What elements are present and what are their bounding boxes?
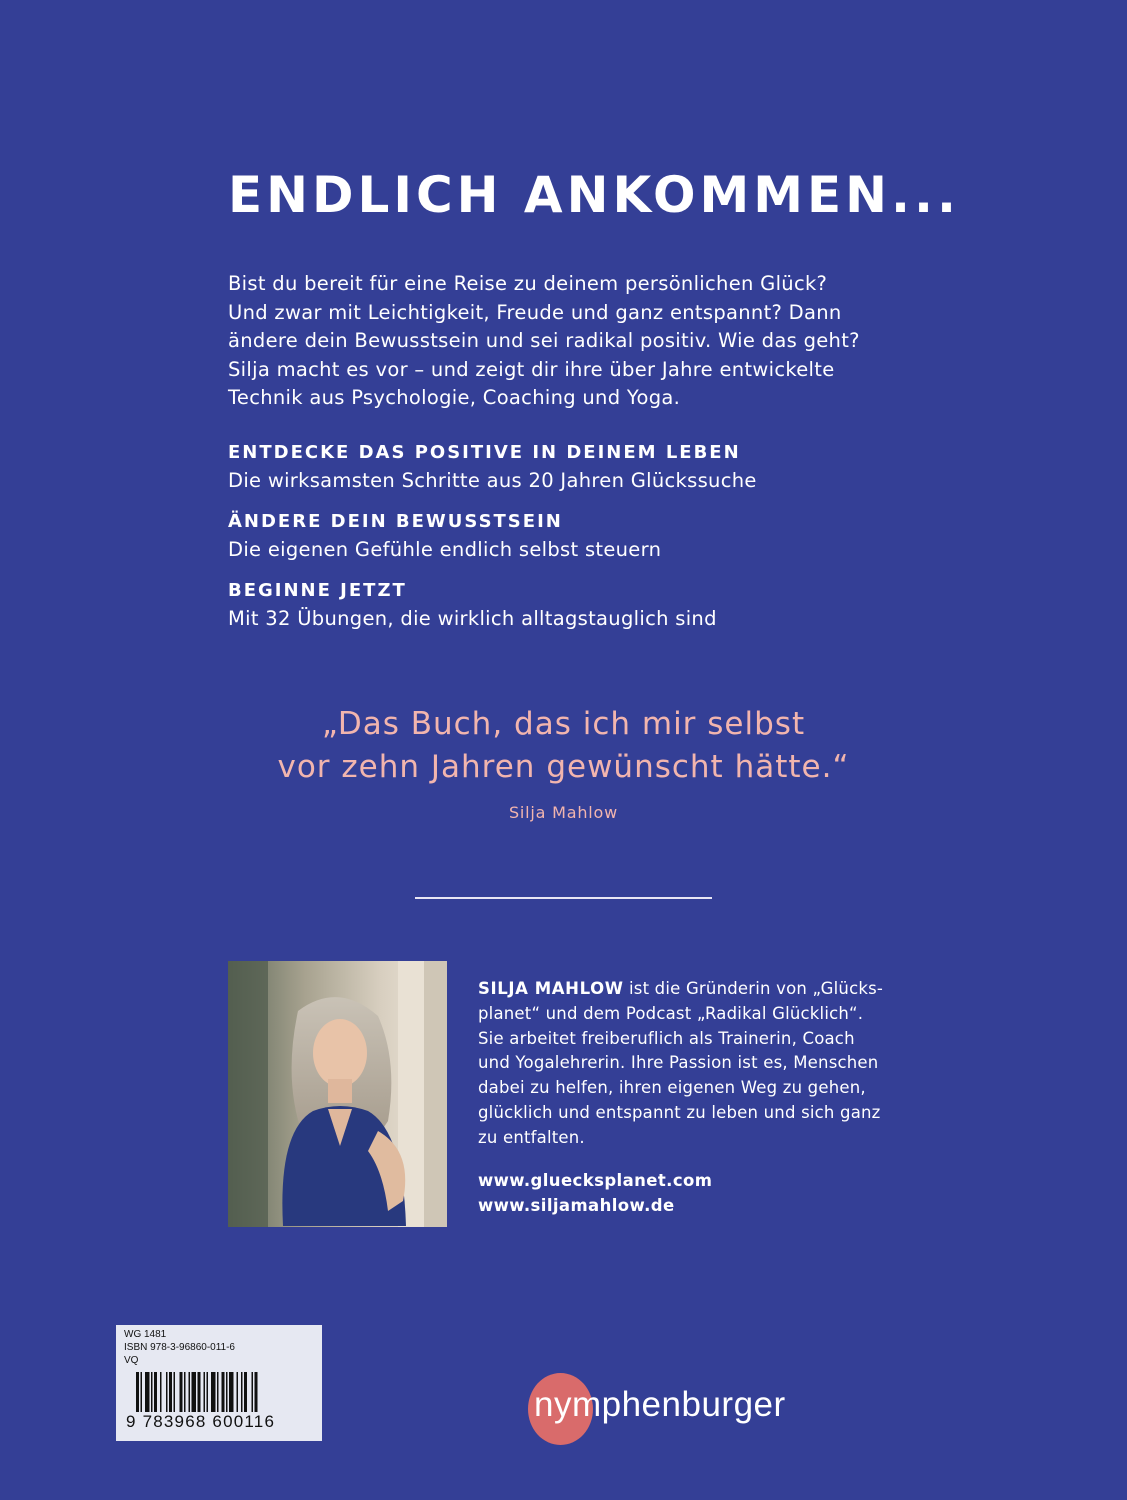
intro-line: Silja macht es vor – und zeigt dir ihre über Jahre entwickelte (228, 357, 835, 381)
quote-line: vor zehn Jahren gewünscht hätte.“ (277, 749, 850, 785)
bio-line (478, 977, 918, 1002)
publisher-logo (528, 1373, 818, 1445)
intro-line: Und zwar mit Leichtigkeit, Freude und ganz entspannt? Dann (228, 300, 842, 324)
quote-author: Silja Mahlow (508, 803, 619, 822)
testimonial-quote (0, 703, 1127, 822)
bio-line: dabei zu helfen, ihren eigenen Weg zu gehen, (478, 1078, 866, 1098)
barcode-meta (124, 1328, 235, 1367)
bio-line: Sie arbeitet freiberuflich als Trainerin, Coach (478, 1028, 855, 1048)
warengruppe: WG 1481 (124, 1329, 167, 1340)
isbn: ISBN 978-3-96860-011-6 (124, 1342, 235, 1353)
headline: ENDLICH ANKOMMEN... (228, 166, 960, 224)
intro-paragraph (228, 270, 918, 413)
intro-line: Technik aus Psychologie, Coaching und Yoga. (228, 386, 681, 409)
author-links (478, 1168, 712, 1218)
website-link[interactable]: www.gluecksplanet.com (478, 1171, 713, 1190)
author-photo (228, 961, 447, 1227)
intro-line: ändere dein Bewusstsein und sei radikal positiv. Wie das geht? (228, 329, 860, 352)
feature-item (228, 440, 757, 496)
publisher-name: nymphenburger (534, 1385, 786, 1424)
website-link[interactable]: www.siljamahlow.de (478, 1196, 675, 1215)
feature-item (228, 509, 661, 565)
feature-title: ÄNDERE DEIN BEWUSSTSEIN (228, 511, 563, 532)
feature-title: BEGINNE JETZT (228, 580, 407, 601)
bio-line: planet“ und dem Podcast „Radikal Glücklich“. (478, 1003, 864, 1023)
feature-text: Die eigenen Gefühle endlich selbst steuern (228, 538, 662, 561)
barcode-label (116, 1325, 322, 1441)
author-name: SILJA MAHLOW (478, 979, 624, 998)
feature-title: ENTDECKE DAS POSITIVE IN DEINEM LEBEN (228, 442, 741, 463)
bio-text: ist die Gründerin von „Glücks- (623, 979, 884, 998)
feature-text: Die wirksamsten Schritte aus 20 Jahren Glückssuche (228, 469, 757, 492)
bio-line: zu entfalten. (478, 1127, 585, 1147)
quote-line: „Das Buch, das ich mir selbst (321, 706, 806, 742)
intro-line: Bist du bereit für eine Reise zu deinem persönlichen Glück? (228, 272, 828, 295)
author-bio (478, 977, 918, 1151)
barcode-digits: 9 783968 600116 (126, 1412, 276, 1431)
divider (415, 897, 712, 899)
bio-line: glücklich und entspannt zu leben und sich ganz (478, 1102, 881, 1122)
feature-text: Mit 32 Übungen, die wirklich alltagstauglich sind (228, 607, 717, 630)
bio-line: und Yogalehrerin. Ihre Passion ist es, Menschen (478, 1053, 879, 1073)
barcode-code: VQ (124, 1355, 139, 1366)
feature-item (228, 578, 717, 634)
author-photo-illustration (228, 961, 447, 1227)
